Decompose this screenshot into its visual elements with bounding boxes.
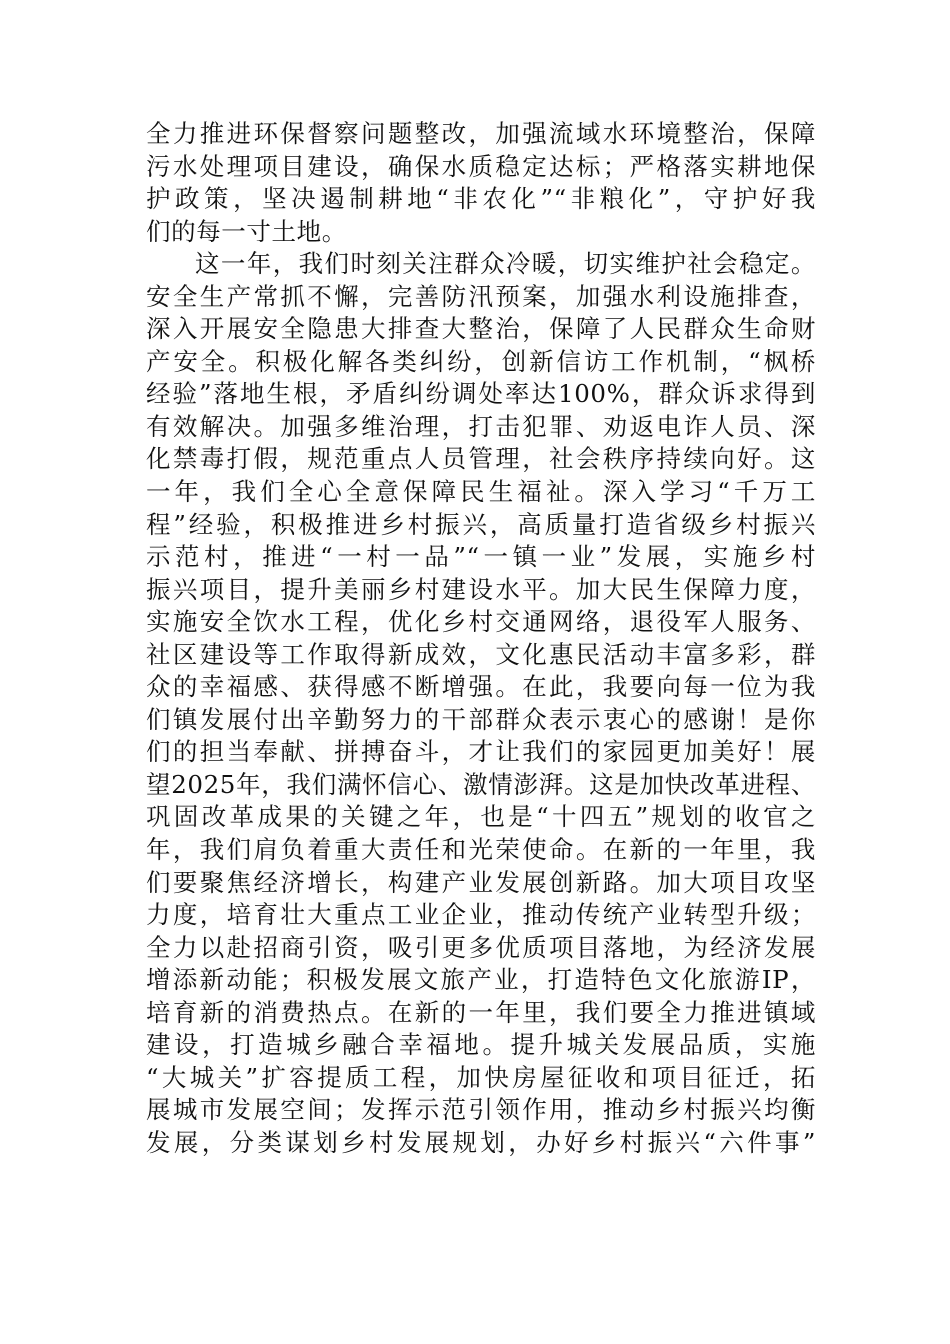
text-line: 展城市发展空间；发挥示范引领作用，推动乡村振兴均衡 [146,1095,816,1125]
text-line: 一年，我们全心全意保障民生福祉。深入学习“千万工 [146,477,816,507]
text-line: 年，我们肩负着重大责任和光荣使命。在新的一年里，我 [146,835,816,865]
text-line: 污水处理项目建设，确保水质稳定达标；严格落实耕地保 [146,151,816,181]
text-line: 全力以赴招商引资，吸引更多优质项目落地，为经济发展 [146,932,816,962]
text-line: 程”经验，积极推进乡村振兴，高质量打造省级乡村振兴 [146,509,816,539]
text-line: 产安全。积极化解各类纠纷，创新信访工作机制，“枫桥 [146,346,816,376]
text-line: 们的每一寸土地。 [146,216,347,246]
text-line: 社区建设等工作取得新成效，文化惠民活动丰富多彩，群 [146,639,816,669]
text-line: 力度，培育壮大重点工业企业，推动传统产业转型升级； [146,900,816,930]
text-line: 们要聚焦经济增长，构建产业发展创新路。加大项目攻坚 [146,867,816,897]
paragraph-start-line: 这一年，我们时刻关注群众冷暖，切实维护社会稳定。 [195,249,816,279]
text-line: 建设，打造城乡融合幸福地。提升城关发展品质，实施 [146,1030,816,1060]
text-line: 护政策，坚决遏制耕地“非农化”“非粮化”，守护好我 [146,184,816,214]
text-line: 深入开展安全隐患大排查大整治，保障了人民群众生命财 [146,314,816,344]
text-line: 巩固改革成果的关键之年，也是“十四五”规划的收官之 [146,802,816,832]
text-line: 们镇发展付出辛勤努力的干部群众表示衷心的感谢！是你 [146,704,816,734]
text-line: 振兴项目，提升美丽乡村建设水平。加大民生保障力度， [146,574,816,604]
text-line: 示范村，推进“一村一品”“一镇一业”发展，实施乡村 [146,542,816,572]
text-line: 众的幸福感、获得感不断增强。在此，我要向每一位为我 [146,672,816,702]
text-line: 经验”落地生根，矛盾纠纷调处率达100%，群众诉求得到 [146,379,816,409]
text-line: 望2025年，我们满怀信心、激情澎湃。这是加快改革进程、 [146,769,816,799]
text-line: 安全生产常抓不懈，完善防汛预案，加强水利设施排查， [146,281,816,311]
text-line: 化禁毒打假，规范重点人员管理，社会秩序持续向好。这 [146,444,816,474]
text-line: 增添新动能；积极发展文旅产业，打造特色文化旅游IP， [146,965,816,995]
text-line: 实施安全饮水工程，优化乡村交通网络，退役军人服务、 [146,607,816,637]
text-line: 们的担当奉献、拼搏奋斗，才让我们的家园更加美好！展 [146,737,816,767]
text-line: 培育新的消费热点。在新的一年里，我们要全力推进镇域 [146,997,816,1027]
body-text [146,118,816,1160]
text-line: 有效解决。加强多维治理，打击犯罪、劝返电诈人员、深 [146,411,816,441]
text-line: 发展，分类谋划乡村发展规划，办好乡村振兴“六件事” [146,1127,816,1157]
text-line: 全力推进环保督察问题整改，加强流域水环境整治，保障 [146,119,816,148]
text-line: “大城关”扩容提质工程，加快房屋征收和项目征迁，拓 [146,1062,816,1092]
